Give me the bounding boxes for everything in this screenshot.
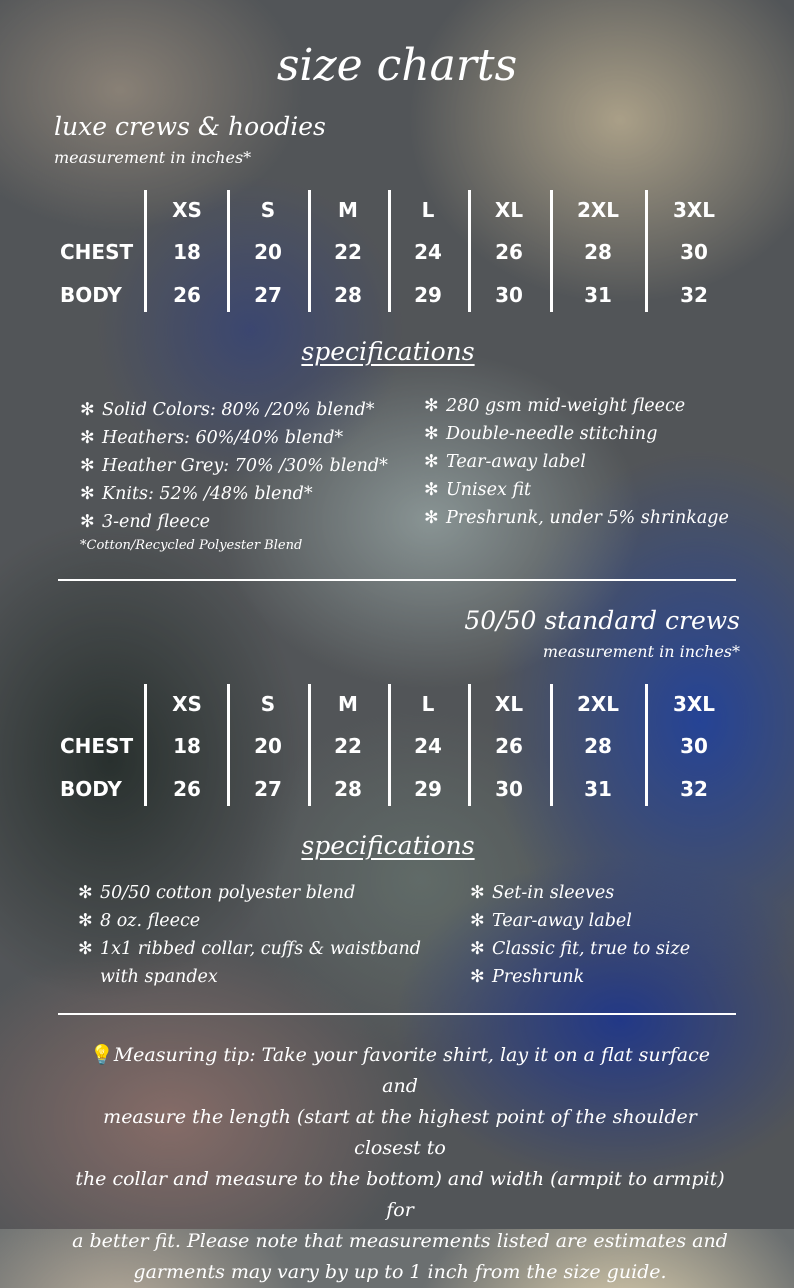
- list-item: ✻ Unisex fit: [424, 476, 729, 504]
- table-cell: 28: [334, 777, 362, 801]
- table-cell: 24: [414, 734, 442, 758]
- list-item: ✻ 280 gsm mid-weight fleece: [424, 392, 729, 420]
- table-cell: 29: [414, 777, 442, 801]
- size-header-s: S: [260, 198, 276, 222]
- list-item: ✻ Solid Colors: 80% /20% blend*: [80, 396, 388, 424]
- asterisk-icon: ✻: [424, 424, 439, 444]
- table-cell: 20: [254, 734, 282, 758]
- list-item: ✻ Set-in sleeves: [470, 879, 690, 907]
- luxe-specifications-heading: specifications: [301, 337, 475, 366]
- asterisk-icon: ✻: [424, 452, 439, 472]
- page-title: size charts: [276, 40, 518, 91]
- list-item: ✻ Heather Grey: 70% /30% blend*: [80, 452, 388, 480]
- asterisk-icon: ✻: [424, 480, 439, 500]
- list-item: ✻ 8 oz. fleece: [78, 907, 421, 935]
- asterisk-icon: ✻: [470, 939, 485, 959]
- table-cell: 29: [414, 283, 442, 307]
- table-cell: 20: [254, 240, 282, 264]
- list-item: ✻ Tear-away label: [470, 907, 690, 935]
- asterisk-icon: ✻: [80, 456, 95, 476]
- asterisk-icon: ✻: [80, 512, 95, 532]
- table-cell: 26: [495, 240, 523, 264]
- table-cell: 27: [254, 777, 282, 801]
- list-item: ✻ Preshrunk: [470, 963, 690, 991]
- size-header-2xl: 2XL: [576, 198, 620, 222]
- standard-specs-left: [78, 879, 421, 991]
- list-item: ✻ Tear-away label: [424, 448, 729, 476]
- table-cell: 28: [334, 283, 362, 307]
- blend-footnote: *Cotton/Recycled Polyester Blend: [80, 538, 303, 553]
- list-item: ✻ 50/50 cotton polyester blend: [78, 879, 421, 907]
- standard-subtitle: measurement in inches*: [542, 642, 740, 661]
- size-header-2xl: 2XL: [576, 692, 620, 716]
- table-cell: 32: [680, 283, 708, 307]
- asterisk-icon: ✻: [424, 508, 439, 528]
- luxe-specs-left: [80, 396, 388, 536]
- table-cell: 31: [584, 283, 612, 307]
- asterisk-icon: ✻: [80, 484, 95, 504]
- column-divider: [645, 190, 648, 312]
- size-header-l: L: [421, 198, 435, 222]
- size-header-m: M: [338, 198, 358, 222]
- luxe-size-table: [0, 190, 794, 314]
- luxe-title: luxe crews & hoodies: [54, 112, 326, 141]
- asterisk-icon: ✻: [470, 967, 485, 987]
- table-cell: 30: [495, 777, 523, 801]
- standard-title: 50/50 standard crews: [464, 606, 740, 635]
- asterisk-icon: ✻: [80, 428, 95, 448]
- section-divider: [58, 1013, 736, 1015]
- table-cell: 31: [584, 777, 612, 801]
- table-cell: 30: [495, 283, 523, 307]
- table-cell: 27: [254, 283, 282, 307]
- size-header-m: M: [338, 692, 358, 716]
- row-label-chest: CHEST: [60, 734, 134, 758]
- row-label-body: BODY: [60, 283, 122, 307]
- standard-size-table: [0, 684, 794, 808]
- size-header-3xl: 3XL: [672, 692, 716, 716]
- table-cell: 22: [334, 240, 362, 264]
- table-cell: 30: [680, 734, 708, 758]
- tip-line: 💡Measuring tip: Take your favorite shirt, lay it on a flat surface and: [90, 1044, 710, 1097]
- size-header-3xl: 3XL: [672, 198, 716, 222]
- table-cell: 26: [173, 777, 201, 801]
- tip-line: measure the length (start at the highest point of the shoulder closest to: [103, 1106, 697, 1159]
- asterisk-icon: ✻: [470, 883, 485, 903]
- luxe-specs-right: [424, 392, 729, 532]
- table-cell: 32: [680, 777, 708, 801]
- table-cell: 30: [680, 240, 708, 264]
- list-item: ✻ Heathers: 60%/40% blend*: [80, 424, 388, 452]
- luxe-subtitle: measurement in inches*: [54, 148, 252, 167]
- asterisk-icon: ✻: [78, 911, 93, 931]
- list-item: ✻ 3-end fleece: [80, 508, 388, 536]
- table-cell: 26: [173, 283, 201, 307]
- column-divider: [645, 684, 648, 806]
- list-item: ✻ Preshrunk, under 5% shrinkage: [424, 504, 729, 532]
- size-header-xs: XS: [172, 198, 202, 222]
- table-cell: 28: [584, 240, 612, 264]
- asterisk-icon: ✻: [80, 400, 95, 420]
- asterisk-icon: ✻: [470, 911, 485, 931]
- asterisk-icon: ✻: [424, 396, 439, 416]
- column-divider: [550, 684, 553, 806]
- column-divider: [550, 190, 553, 312]
- size-header-xl: XL: [494, 692, 524, 716]
- row-label-body: BODY: [60, 777, 122, 801]
- tip-line: garments may vary by up to 1 inch from the size guide.: [133, 1261, 667, 1283]
- size-header-s: S: [260, 692, 276, 716]
- list-item: ✻ Double-needle stitching: [424, 420, 729, 448]
- table-cell: 22: [334, 734, 362, 758]
- list-item: ✻ 1x1 ribbed collar, cuffs & waistband: [78, 935, 421, 963]
- table-cell: 26: [495, 734, 523, 758]
- size-header-xl: XL: [494, 198, 524, 222]
- asterisk-icon: ✻: [78, 883, 93, 903]
- table-cell: 18: [173, 734, 201, 758]
- list-item-continuation: with spandex: [100, 967, 218, 987]
- size-header-xs: XS: [172, 692, 202, 716]
- section-divider: [58, 579, 736, 581]
- lightbulb-icon: 💡: [90, 1044, 114, 1066]
- tip-line: a better fit. Please note that measurements listed are estimates and: [72, 1230, 728, 1252]
- measuring-tip: [70, 1040, 730, 1288]
- table-cell: 28: [584, 734, 612, 758]
- asterisk-icon: ✻: [78, 939, 93, 959]
- table-cell: 18: [173, 240, 201, 264]
- standard-specifications-heading: specifications: [301, 831, 475, 860]
- table-cell: 24: [414, 240, 442, 264]
- standard-specs-right: [470, 879, 690, 991]
- row-label-chest: CHEST: [60, 240, 134, 264]
- size-header-l: L: [421, 692, 435, 716]
- list-item: ✻ Classic fit, true to size: [470, 935, 690, 963]
- list-item: ✻ Knits: 52% /48% blend*: [80, 480, 388, 508]
- tip-line: the collar and measure to the bottom) and width (armpit to armpit) for: [75, 1168, 725, 1221]
